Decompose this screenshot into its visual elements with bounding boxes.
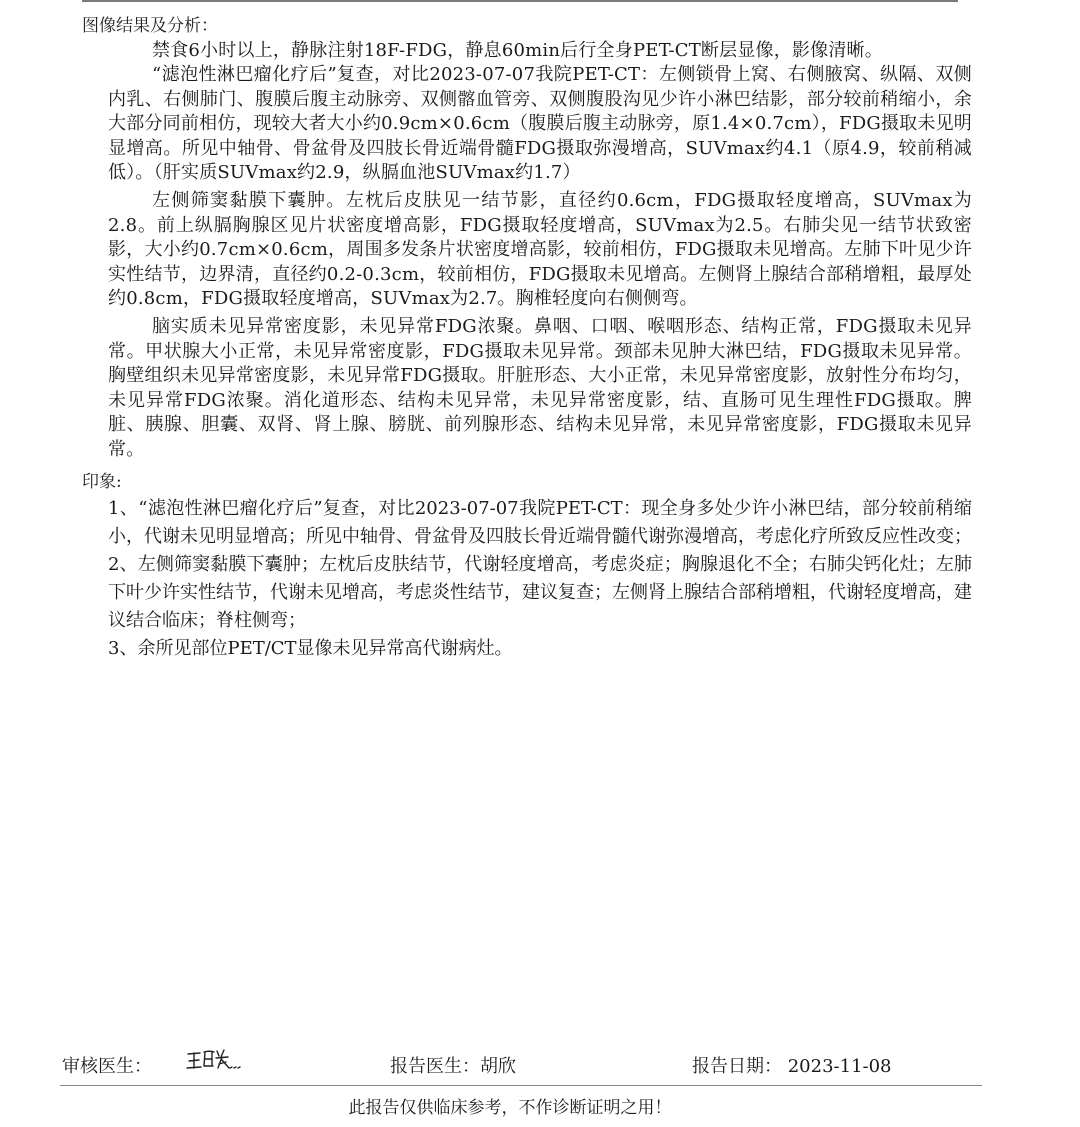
- signature-row: [0, 1050, 1080, 1078]
- impression-item: 1、“滤泡性淋巴瘤化疗后”复查，对比2023-07-07我院PET-CT：现全身多处少许小淋巴结，部分较前稍缩小，代谢未见明显增高；所见中轴骨、骨盆骨及四肢长骨近端骨髓代谢弥漫增高，考虑化疗所致反应性改变；: [108, 497, 972, 547]
- bottom-divider: [60, 1085, 982, 1086]
- reviewer-signature: [186, 1046, 246, 1076]
- report-date: 报告日期： 2023-11-08: [692, 1056, 892, 1077]
- findings-section: [82, 39, 972, 462]
- findings-paragraph-scan-method: 禁食6小时以上，静脉注射18F-FDG，静息60min后行全身PET-CT断层显像，影像清晰。: [152, 40, 883, 61]
- impression-item: 2、左侧筛窦黏膜下囊肿；左枕后皮肤结节，代谢轻度增高，考虑炎症；胸腺退化不全；右肺尖钙化灶；左肺下叶少许实性结节，代谢未见增高，考虑炎性结节，建议复查；左侧肾上腺结合部稍增粗，代谢轻度增高，建议结合临床；脊柱侧弯；: [108, 553, 972, 631]
- top-divider: [82, 0, 958, 2]
- impression-item: 3、余所见部位PET/CT显像未见异常高代谢病灶。: [108, 637, 513, 659]
- findings-paragraph-lymph-nodes: “滤泡性淋巴瘤化疗后”复查，对比2023-07-07我院PET-CT：左侧锁骨上窝、右侧腋窝、纵隔、双侧内乳、右侧肺门、腹膜后腹主动脉旁、双侧髂血管旁、双侧腹股沟见少许小淋巴结影，部分较前稍缩小，余大部分同前相仿，现较大者大小约0.9cm×0.6cm（腹膜后腹主动脉旁，原1.4×0.7cm），FDG摄取未见明显增高。所见中轴骨、骨盆骨及四肢长骨近端骨髓FDG摄取弥漫增高，SUVmax约4.1（原4.9，较前稍减低）。（肝实质SUVmax约2.9，纵膈血池SUVmax约1.7）: [108, 64, 972, 184]
- disclaimer-text: 此报告仅供临床参考，不作诊断证明之用！: [348, 1098, 672, 1118]
- reviewer-label: 审核医生：: [62, 1056, 152, 1077]
- impression-heading: 印象:: [82, 471, 122, 492]
- report-body: [82, 14, 972, 663]
- findings-paragraph-organs: 脑实质未见异常密度影，未见异常FDG浓聚。鼻咽、口咽、喉咽形态、结构正常，FDG摄取未见异常。甲状腺大小正常，未见异常密度影，FDG摄取未见异常。颈部未见肿大淋巴结，FDG摄取未见异常。胸壁组织未见异常密度影，未见异常FDG摄取。肝脏形态、大小正常，未见异常密度影，放射性分布均匀，未见异常FDG浓聚。消化道形态、结构未见异常，未见异常密度影，结、直肠可见生理性FDG摄取。脾脏、胰腺、胆囊、双肾、肾上腺、膀胱、前列腺形态、结构未见异常，未见异常密度影，FDG摄取未见异常。: [108, 316, 972, 460]
- reporting-doctor: 报告医生：胡欣: [390, 1056, 516, 1077]
- impression-section: [82, 495, 972, 663]
- findings-heading: 图像结果及分析：: [82, 16, 218, 36]
- findings-paragraph-lesions: 左侧筛窦黏膜下囊肿。左枕后皮肤见一结节影，直径约0.6cm，FDG摄取轻度增高，SUVmax为2.8。前上纵膈胸腺区见片状密度增高影，FDG摄取轻度增高，SUVmax为2.5。右肺尖见一结节状致密影，大小约0.7cm×0.6cm，周围多发条片状密度增高影，较前相仿，FDG摄取未见增高。左肺下叶见少许实性结节，边界清，直径约0.2-0.3cm，较前相仿，FDG摄取未见增高。左侧肾上腺结合部稍增粗，最厚处约0.8cm，FDG摄取轻度增高，SUVmax为2.7。胸椎轻度向右侧侧弯。: [108, 190, 972, 310]
